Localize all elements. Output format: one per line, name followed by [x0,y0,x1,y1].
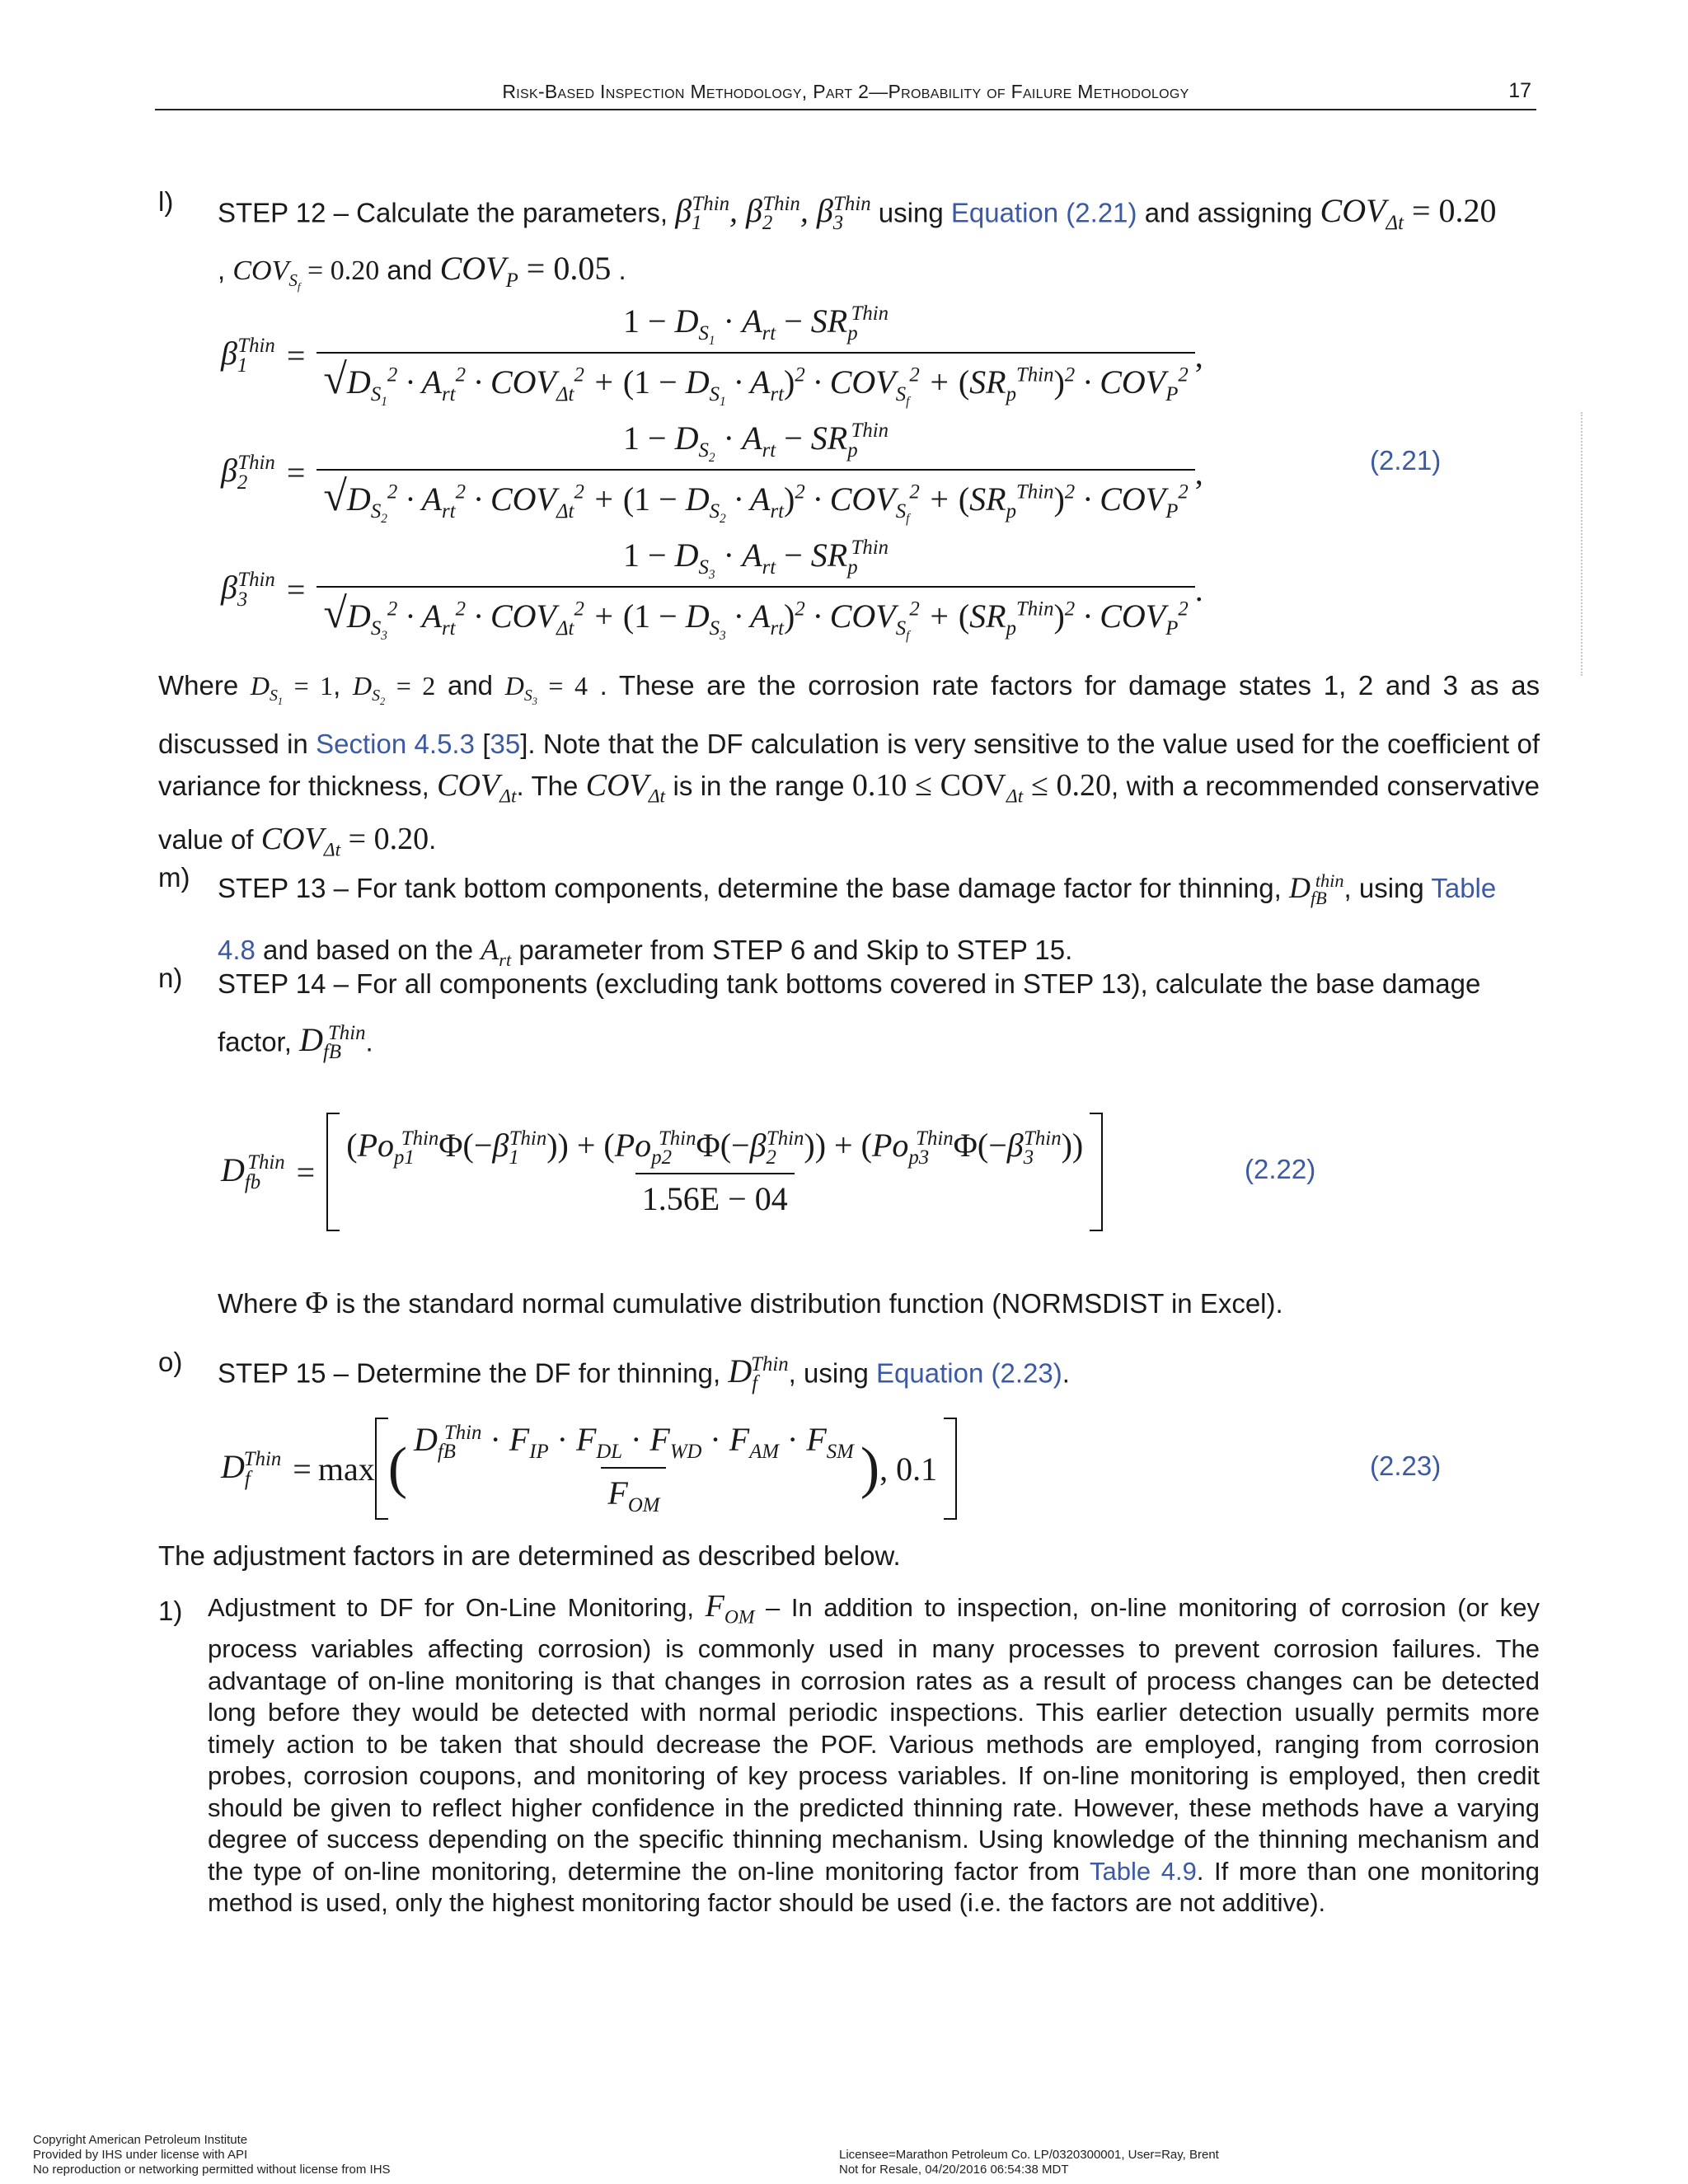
link-section-4-5-3[interactable]: Section 4.5.3 [316,729,475,760]
step-l-text: STEP 12 – Calculate the parameters, $\beta_1^{Thin}$, $\beta_2^{Thin}$, $\beta_3^{Thin}$ using Equation (2.21) and assigning $COV_{\Delta t} = 0.20$ [218,192,1497,235]
eq-beta2: $\beta_2^{Thin}$ = $1 - D_{S_2} \cdot A_{rt} - SR_p^{Thin}$ $√D_{S_2}^2 \cdot A_{rt}^2 \cdot COV_{\Delta t}^2 + (1 - D_{S_2} \cdot A_{rt})^2 \cdot COV_{S_f}^2 + (SR_p^{Thin})^2 \cdot COV_P^2$ , [221,419,1203,526]
equation-2-21 [221,297,1203,648]
phi-note: Where Φ is the standard normal cumulative distribution function (NORMSDIST in Excel). [218,1286,1283,1320]
eq-beta1: $\beta_1^{Thin}$ = $1 - D_{S_1} \cdot A_{rt} - SR_p^{Thin}$ $√D_{S_1}^2 \cdot A_{rt}^2 \cdot COV_{\Delta t}^2 + (1 - D_{S_1} \cdot A_{rt})^2 \cdot COV_{S_f}^2 + (SR_p^{Thin})^2 \cdot COV_P^2$ , [221,302,1203,409]
step-o: o) STEP 15 – Determine the DF for thinning, $D_f^{Thin}$, using Equation (2.23). [158,1347,1070,1395]
step-o-label: o) [158,1347,183,1377]
page-number: 17 [1508,79,1531,102]
watermark-trace [1581,412,1586,676]
link-ref-35[interactable]: 35 [490,729,521,760]
step-l-label: l) [158,186,174,217]
step-n: n) STEP 14 – For all components (excluding tank bottoms covered in STEP 13), calculate the base damage factor, $D_{fB}^{Thin}$. [158,963,1481,1064]
link-equation-2-21[interactable]: Equation (2.21) [950,197,1137,228]
footer-left: Copyright American Petroleum Institute Provided by IHS under license with API No reproduction or networking permitted without license from IHS [33,2133,391,2177]
link-table-4-9[interactable]: Table 4.9 [1090,1856,1197,1886]
step-l-text-2: , $COV_{S_f} = 0.20$ and $COV_P = 0.05$ . [218,250,626,293]
equation-number-2-22: (2.22) [1245,1154,1316,1184]
item-1-online-monitoring: 1) Adjustment to DF for On-Line Monitoring, $F_{OM}$ – In addition to inspection, on-line monitoring of corrosion (or key process variables affecting corrosion) is commonly used in many processes to prevent corrosion failures. The advantage of on-line monitoring is that changes in corrosion rates as a result of process changes can be detected long before they would be detected with normal periodic inspections. This earlier detection usually permits more timely action to be taken that should decrease the POF. Various methods are employed, ranging from corrosion probes, corrosion coupons, and monitoring of key process variables. If on-line monitoring is employed, then credit should be given to reflect higher confidence in the predicted thinning rate. However, these methods have a varying degree of success depending on the specific thinning mechanism. Using knowledge of the thinning mechanism and the type of on-line monitoring, determine the on-line monitoring factor from Table 4.9. If more than one monitoring method is used, only the highest monitoring factor should be used (i.e. the factors are not additive). [158,1589,1540,1918]
link-table-4-8[interactable]: Table 4.8 [218,873,1497,966]
link-equation-2-23[interactable]: Equation (2.23) [876,1357,1062,1389]
equation-2-22: $D_{fb}^{Thin}$ = $(Po_{p1}^{Thin}\Phi(-\beta_1^{Thin})) + (Po_{p2}^{Thin}\Phi(-\beta_2^{Thin})) + (Po_{p3}^{Thin}\Phi(-\beta_3^{Thin}))$ 1.56E − 04 [221,1113,1103,1231]
header-title: Risk-Based Inspection Methodology, Part 2—Probability of Failure Methodology [502,81,1189,102]
where-paragraph: Where $D_{S_1} = 1$, $D_{S_2} = 2$ and $D_{S_3} = 4$ . These are the corrosion rate factors for damage states 1, 2 and 3 as as discussed in Section 4.5.3 [35]. Note that the DF calculation is very sensitive to the value used for the coefficient of variance for thickness, $COV_{\Delta t}$. The $COV_{\Delta t}$ is in the range $0.10 \le COV_{\Delta t} \le 0.20$, with a recommended conservative value of $COV_{\Delta t} = 0.20$. [158,670,1540,861]
equation-number-2-21: (2.21) [1370,445,1442,476]
step-m-label: m) [158,862,190,893]
equation-2-23: $D_f^{Thin}$ = max ( $\frac{D_{fB}^{Thin} \cdot F_{IP} \cdot F_{DL} \cdot F_{WD} \cdot F_{AM} \cdot F_{SM}}{F_{OM}}$ ) , 0.1 [221,1418,957,1520]
adjustment-intro: The adjustment factors in are determined as described below. [158,1540,901,1571]
step-m: m) STEP 13 – For tank bottom components, determine the base damage factor for thinning, $D_{fB}^{thin}$, using Table 4.8 and based on the $A_{rt}$ parameter from STEP 6 and Skip to STEP 15. [158,862,1497,971]
equation-number-2-23: (2.23) [1370,1451,1442,1481]
footer-right: Licensee=Marathon Petroleum Co. LP/0320300001, User=Ray, Brent Not for Resale, 04/20/2016 06:54:38 MDT [839,2148,1219,2177]
eq-beta3: $\beta_3^{Thin}$ = $1 - D_{S_3} \cdot A_{rt} - SR_p^{Thin}$ $√D_{S_3}^2 \cdot A_{rt}^2 \cdot COV_{\Delta t}^2 + (1 - D_{S_3} \cdot A_{rt})^2 \cdot COV_{S_f}^2 + (SR_p^{Thin})^2 \cdot COV_P^2$ . [221,536,1203,643]
running-header [155,79,1536,110]
item-1-label: 1) [158,1596,183,1626]
step-n-label: n) [158,963,183,993]
step-l [155,183,1540,307]
